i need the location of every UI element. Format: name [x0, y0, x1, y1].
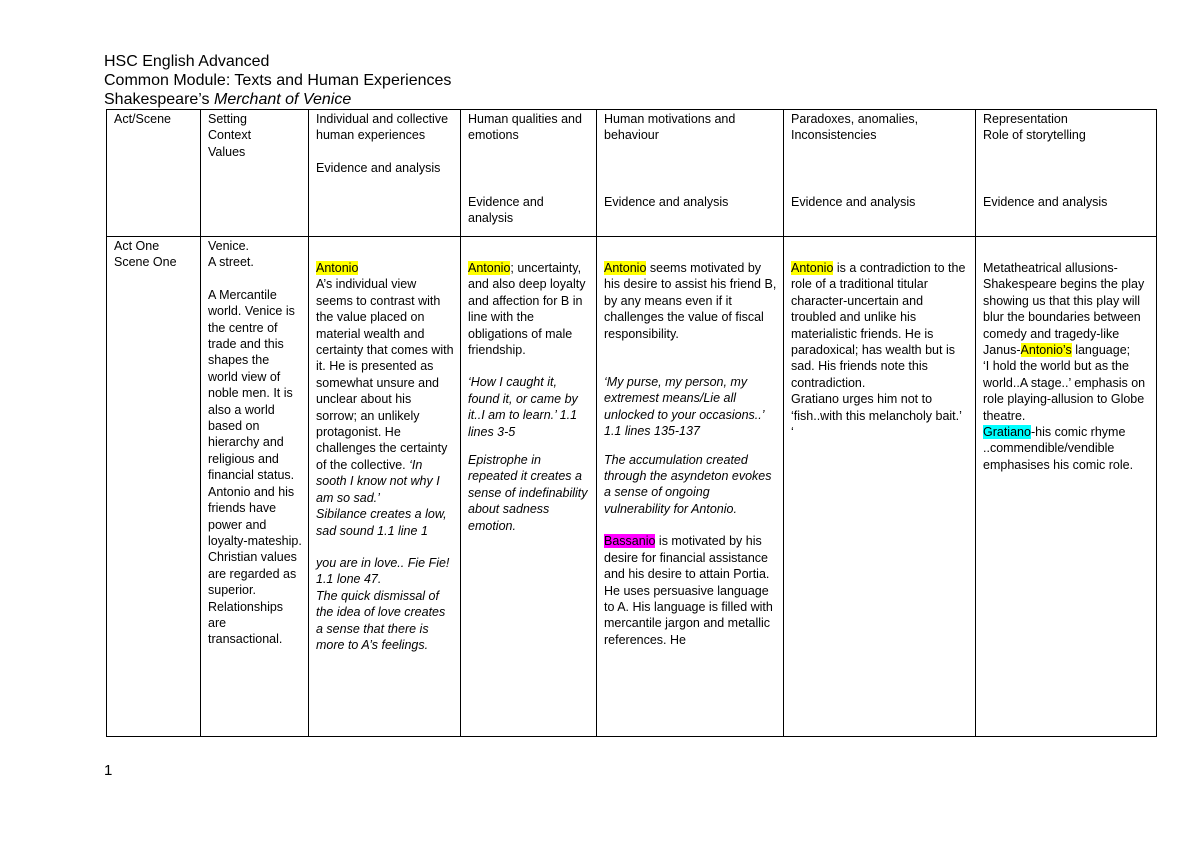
col-setting: Setting Context Values — [201, 110, 309, 237]
course-title: HSC English Advanced — [104, 53, 270, 70]
page-number: 1 — [104, 762, 113, 779]
highlight-antonio: Antonio — [604, 261, 647, 275]
highlight-antonio: Antonio — [791, 261, 834, 275]
document-header — [104, 52, 451, 109]
cell-paradoxes: Antonio is a contradiction to the role of a traditional titular character-uncertain and troubled and unlike his materialistic friends. He is paradoxical; has wealth but is sad. His friends note this contradiction. Gratiano urges him not to ‘fish..with this melancholy bait.’ ‘ — [784, 237, 976, 737]
highlight-bassanio: Bassanio — [604, 534, 656, 549]
analysis-table — [106, 109, 1157, 737]
table-row — [107, 237, 1157, 737]
cell-representation: Metatheatrical allusions-Shakespeare begins the play showing us that this play will blur the boundaries between comedy and tragedy-like Janus-Antonio’s language; ‘I hold the world but as the world..A stage..’ emphasis on role playing-allusion to Globe theatre. Gratiano-his comic rhyme ..commendible/vendible emphasises his comic role. — [976, 237, 1157, 737]
highlight-antonio: Antonio — [316, 261, 359, 275]
cell-act-scene: Act One Scene One — [107, 237, 201, 737]
cell-individual-collective: Antonio A’s individual view seems to contrast with the value placed on material wealth and certainty that comes with it. He is presented as somewhat unsure and unclear about his sorrow; an unlikely protagonist. He challenges the certainty of the collective. ‘In sooth I know not why I am so sad.’ Sibilance creates a low, sad sound 1.1 line 1 you are in love.. Fie Fie! 1.1 lone 47. The quick dismissal of the idea of love creates a sense that there is more to A’s feelings. — [309, 237, 461, 737]
cell-setting: Venice. A street. A Mercantile world. Venice is the centre of trade and this shapes the world view of noble men. It is also a world based on hierarchy and religious and financial status. Antonio and his friends have power and loyalty-mateship. Christian values are regarded as superior. Relationships are transactional. — [201, 237, 309, 737]
col-paradoxes: Paradoxes, anomalies, Inconsistencies Evidence and analysis — [784, 110, 976, 237]
cell-human-qualities: Antonio; uncertainty, and also deep loyalty and affection for B in line with the obligations of male friendship. ‘How I caught it, found it, or came by it..I am to learn.’ 1.1 lines 3-5 Epistrophe in repeated it creates a sense of indefinability about sadness emotion. — [461, 237, 597, 737]
col-act-scene: Act/Scene — [107, 110, 201, 237]
highlight-antonios: Antonio’s — [1020, 343, 1072, 358]
cell-human-motivations: Antonio seems motivated by his desire to assist his friend B, by any means even if it challenges the value of fiscal responsibility. ‘My purse, my person, my extremest means/Lie all unlocked to your occasions..’ 1.1 lines 135-137 The accumulation created through the asyndeton evokes a sense of ongoing vulnerability for Antonio. Bassanio is motivated by his desire for financial assistance and his desire to attain Portia. He uses persuasive language to A. His language is filled with mercantile jargon and metallic references. He — [597, 237, 784, 737]
highlight-gratiano: Gratiano — [983, 425, 1031, 440]
col-human-motivations: Human motivations and behaviour Evidence and analysis — [597, 110, 784, 237]
module-title: Common Module: Texts and Human Experiences — [104, 72, 452, 89]
col-human-qualities: Human qualities and emotions Evidence and analysis — [461, 110, 597, 237]
col-representation: Representation Role of storytelling Evidence and analysis — [976, 110, 1157, 237]
highlight-antonio: Antonio — [468, 261, 511, 275]
col-individual-collective: Individual and collective human experiences Evidence and analysis — [309, 110, 461, 237]
text-title: Shakespeare’s Merchant of Venice — [104, 91, 352, 108]
table-header-row — [107, 110, 1157, 237]
